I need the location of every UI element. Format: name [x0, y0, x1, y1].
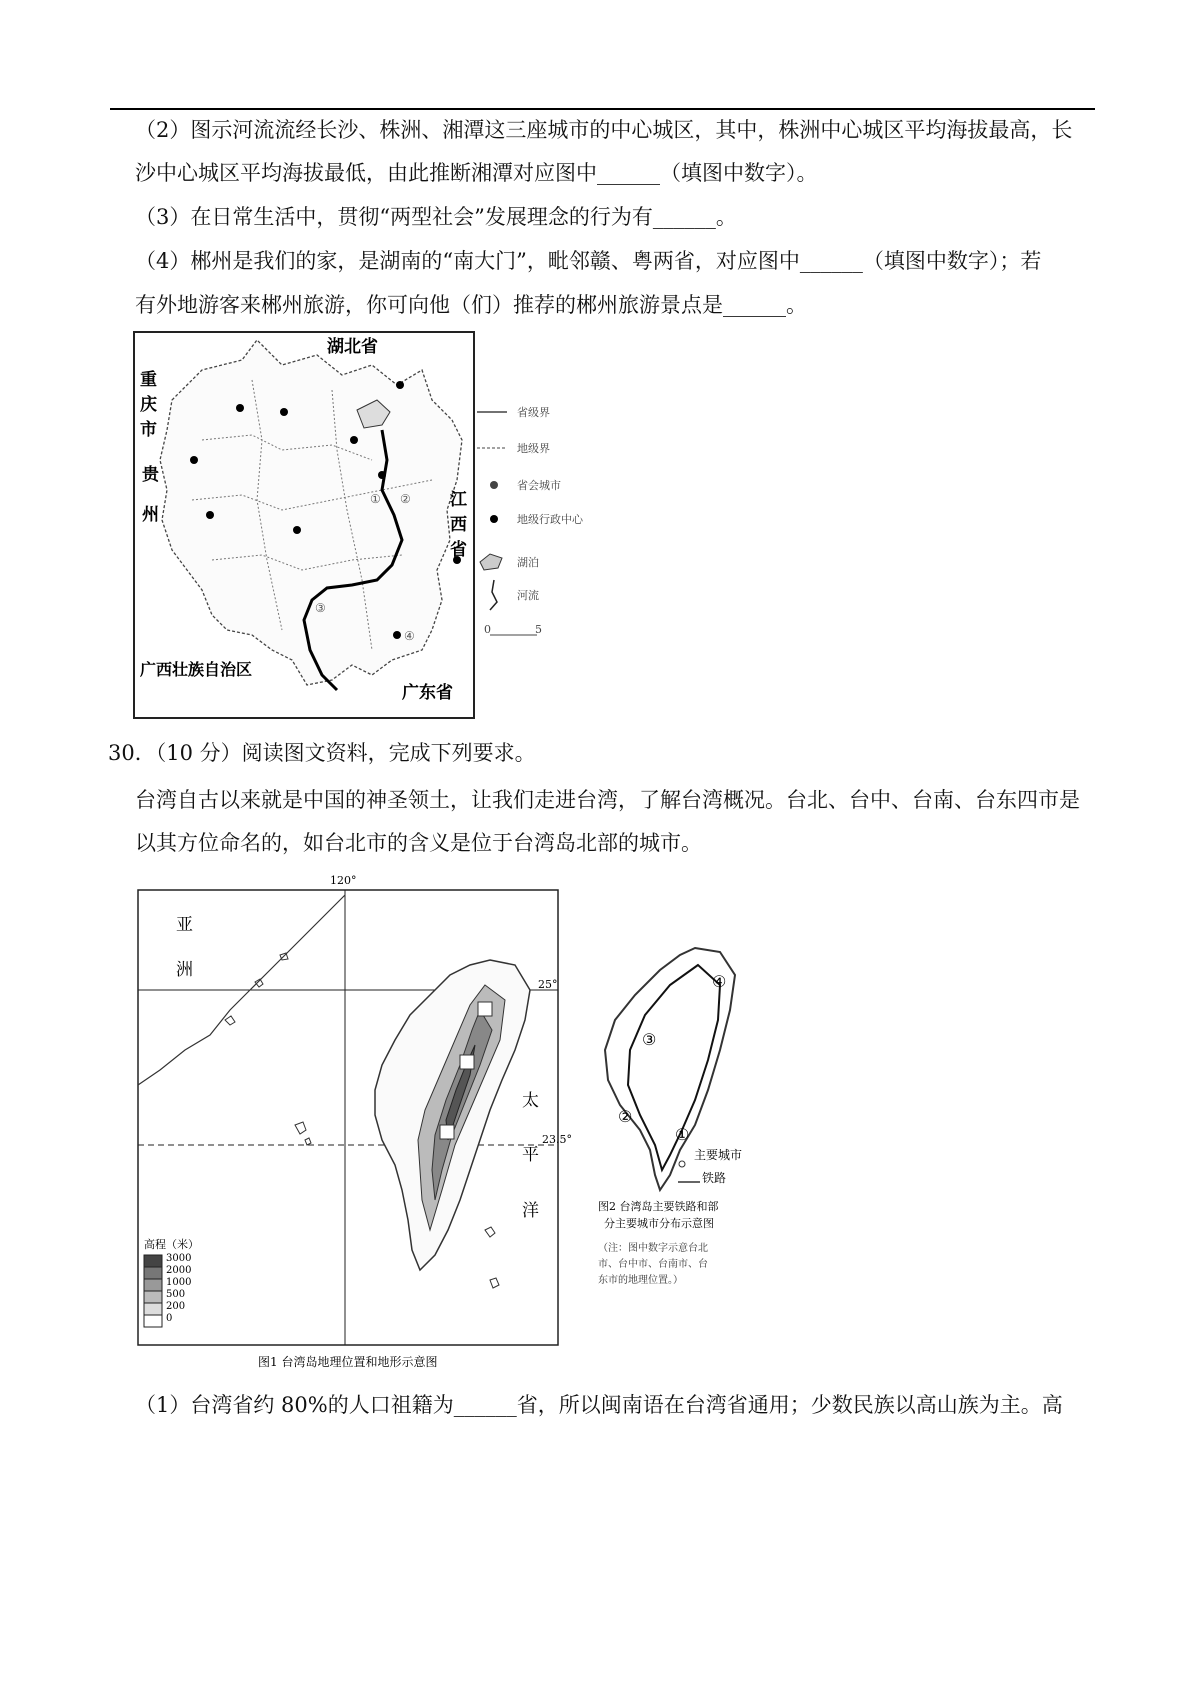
city-3: ③: [642, 1030, 657, 1049]
marker-4: ④: [404, 629, 415, 643]
question-4-line1: （4）郴州是我们的家，是湖南的“南大门”，毗邻赣、粤两省，对应图中______（填图中数字）；若: [135, 249, 1042, 273]
question-3: （3）在日常生活中，贯彻“两型社会”发展理念的行为有______。: [135, 205, 737, 229]
svg-text:地级行政中心: 地级行政中心: [517, 513, 583, 526]
question-30-intro-line1: 台湾自古以来就是中国的神圣领土，让我们走进台湾，了解台湾概况。台北、台中、台南、台东四市是: [135, 788, 1080, 812]
svg-text:洲: 洲: [176, 960, 193, 980]
question-30-title: 30．（10 分）阅读图文资料，完成下列要求。: [108, 741, 536, 765]
svg-text:0: 0: [166, 1313, 173, 1324]
svg-text:湖泊: 湖泊: [517, 556, 539, 569]
lon-label: 120°: [330, 874, 357, 887]
fig2-caption-1: 图2 台湾岛主要铁路和部: [598, 1200, 719, 1213]
city-2: ②: [618, 1107, 633, 1126]
header-rule: [110, 108, 1095, 110]
svg-text:500: 500: [166, 1289, 186, 1300]
taiwan-fig2: [590, 940, 790, 1304]
svg-text:5: 5: [535, 623, 542, 636]
marker-1: ①: [370, 492, 381, 506]
hunan-map-figure: [132, 330, 612, 729]
label-hubei: 湖北省: [327, 337, 378, 357]
fig2-note-3: 东市的地理位置。）: [598, 1275, 683, 1286]
question-4-line2: 有外地游客来郴州旅游，你可向他（们）推荐的郴州旅游景点是______。: [135, 293, 807, 317]
svg-text:河流: 河流: [517, 589, 539, 602]
label-guangdong: 广东省: [402, 683, 453, 703]
svg-text:洋: 洋: [522, 1201, 539, 1221]
label-guangxi: 广西壮族自治区: [140, 660, 253, 679]
city-1: ①: [675, 1125, 690, 1144]
svg-text:州: 州: [142, 505, 159, 525]
fig2-note-2: 市、台中市、台南市、台: [598, 1259, 708, 1270]
fig2-caption-2: 分主要城市分布示意图: [604, 1217, 714, 1230]
taiwan-fig1: [130, 870, 580, 1384]
svg-text:贵: 贵: [142, 465, 159, 485]
fig2-note-1: （注：图中数字示意台北: [598, 1243, 708, 1254]
svg-text:省级界: 省级界: [517, 406, 550, 419]
svg-text:平: 平: [522, 1145, 539, 1165]
city-4: ④: [712, 972, 727, 991]
svg-text:3000: 3000: [166, 1253, 192, 1264]
svg-text:0: 0: [484, 623, 491, 636]
question-2-line2: 沙中心城区平均海拔最低，由此推断湘潭对应图中______（填图中数字）。: [135, 161, 818, 185]
question-30-intro-line2: 以其方位命名的，如台北市的含义是位于台湾岛北部的城市。: [135, 831, 702, 855]
marker-2: ②: [400, 492, 411, 506]
svg-text:江: 江: [450, 490, 467, 510]
svg-text:2000: 2000: [166, 1265, 192, 1276]
question-30-1: （1）台湾省约 80%的人口祖籍为______省，所以闽南语在台湾省通用；少数民族以高山族为主。高: [135, 1393, 1063, 1417]
hunan-map: [132, 330, 612, 725]
lat-23-5: 23.5°: [542, 1133, 572, 1146]
svg-text:亚: 亚: [176, 915, 193, 935]
svg-text:庆: 庆: [140, 395, 157, 415]
taiwan-terrain-map: [130, 870, 580, 1380]
svg-text:西: 西: [450, 515, 467, 535]
svg-text:太: 太: [522, 1091, 539, 1111]
svg-text:1000: 1000: [166, 1277, 192, 1288]
marker-3: ③: [315, 601, 326, 615]
elev-title: 高程（米）: [144, 1238, 199, 1251]
legend-city: 主要城市: [694, 1148, 743, 1162]
lat-25: 25°: [538, 978, 558, 991]
svg-text:省: 省: [450, 540, 467, 560]
legend-rail: 铁路: [702, 1171, 727, 1185]
svg-text:市: 市: [140, 420, 157, 440]
svg-text:省会城市: 省会城市: [517, 479, 561, 492]
svg-text:地级界: 地级界: [517, 442, 550, 455]
svg-text:重: 重: [140, 370, 157, 390]
svg-text:200: 200: [166, 1301, 186, 1312]
question-2-line1: （2）图示河流流经长沙、株洲、湘潭这三座城市的中心城区，其中，株洲中心城区平均海拔最高，长: [135, 118, 1073, 142]
taiwan-railway-map: [590, 940, 790, 1300]
fig1-caption: 图1 台湾岛地理位置和地形示意图: [258, 1355, 438, 1369]
